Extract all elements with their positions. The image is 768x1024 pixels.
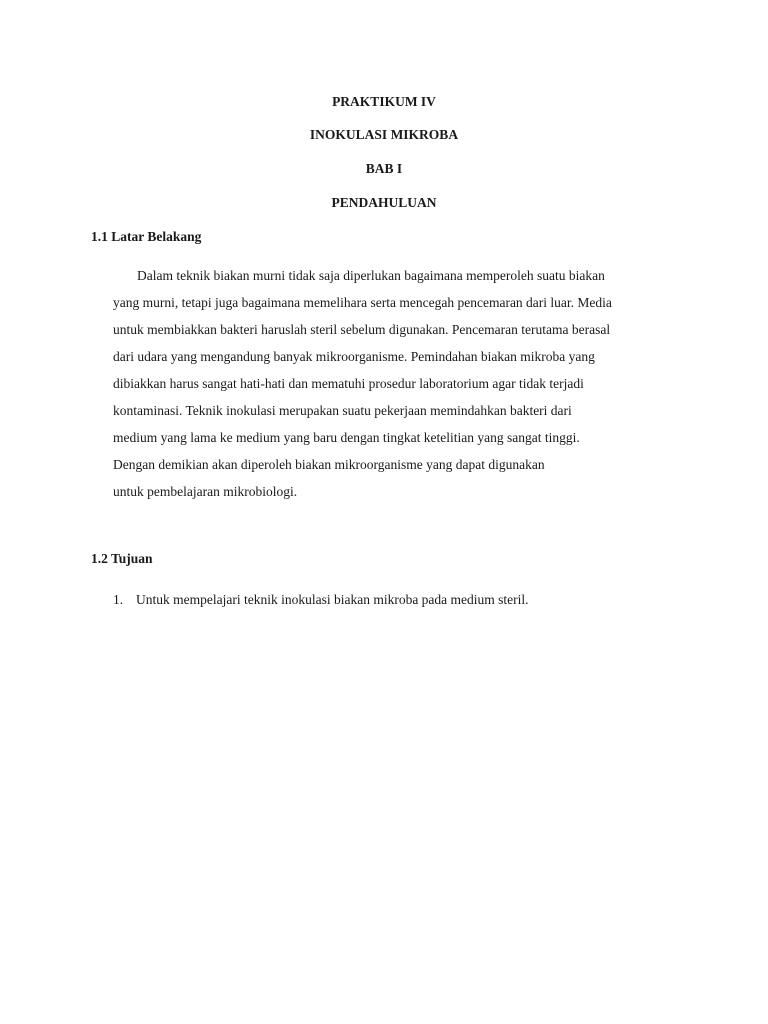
list-item-text: Untuk mempelajari teknik inokulasi biakan mikroba pada medium steril. xyxy=(136,592,529,607)
paragraph-line: medium yang lama ke medium yang baru dengan tingkat ketelitian yang sangat tinggi. xyxy=(113,430,580,445)
title-praktikum: PRAKTIKUM IV xyxy=(332,94,436,109)
paragraph-line: yang murni, tetapi juga bagaimana memelihara serta mencegah pencemaran dari luar. Media xyxy=(113,295,612,310)
list-item xyxy=(113,592,529,608)
paragraph-line: Dalam teknik biakan murni tidak saja diperlukan bagaimana memperoleh suatu biakan xyxy=(137,268,605,283)
title-bab: BAB I xyxy=(365,161,403,176)
paragraph-line: untuk membiakkan bakteri haruslah steril sebelum digunakan. Pencemaran terutama berasal xyxy=(113,322,611,337)
list-item-number: 1. xyxy=(113,592,124,607)
section-heading-latar-belakang: 1.1 Latar Belakang xyxy=(91,229,202,244)
paragraph-line: dibiakkan harus sangat hati-hati dan mematuhi prosedur laboratorium agar tidak terjadi xyxy=(113,376,584,391)
title-inokulasi: INOKULASI MIKROBA xyxy=(309,127,459,142)
paragraph-line: kontaminasi. Teknik inokulasi merupakan suatu pekerjaan memindahkan bakteri dari xyxy=(113,403,572,418)
paragraph-line: dari udara yang mengandung banyak mikroorganisme. Pemindahan biakan mikroba yang xyxy=(113,349,595,364)
paragraph-line: untuk pembelajaran mikrobiologi. xyxy=(113,484,298,499)
paragraph-line: Dengan demikian akan diperoleh biakan mikroorganisme yang dapat digunakan xyxy=(113,457,545,472)
section-heading-tujuan: 1.2 Tujuan xyxy=(91,551,153,566)
title-pendahuluan: PENDAHULUAN xyxy=(331,195,437,210)
